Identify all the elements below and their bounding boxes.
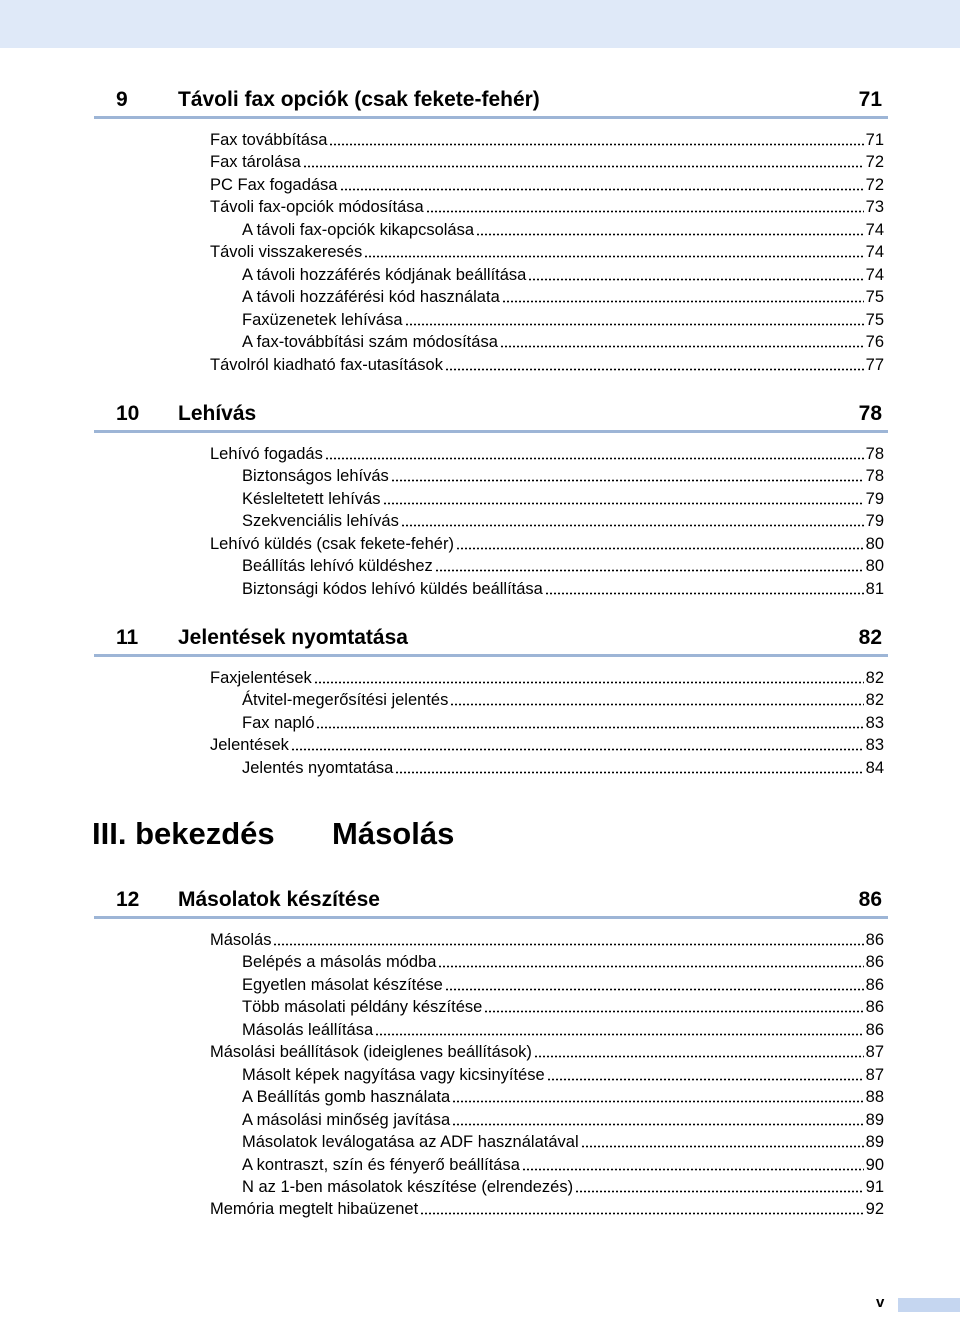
toc-entry[interactable] xyxy=(242,1063,884,1085)
dot-leader xyxy=(325,457,864,460)
toc-entry-label: Lehívó küldés (csak fekete-fehér) xyxy=(210,534,454,553)
chapter-number: 12 xyxy=(116,888,140,911)
toc-entry-page: 84 xyxy=(865,758,884,777)
toc-entry-label: Fax napló xyxy=(242,713,315,732)
toc-entry-page: 86 xyxy=(865,953,884,972)
toc-entry-label: Távoli fax-opciók módosítása xyxy=(210,198,424,217)
toc-entry-page: 86 xyxy=(865,975,884,994)
toc-entry-label: Több másolati példány készítése xyxy=(242,998,483,1017)
toc-entry-label: Fax tárolása xyxy=(210,153,301,172)
dot-leader xyxy=(445,988,864,991)
toc-entry-label: Távolról kiadható fax-utasítások xyxy=(210,355,443,374)
dot-leader xyxy=(314,681,864,684)
chapter-title: Jelentések nyomtatása xyxy=(178,626,408,649)
toc-entry[interactable] xyxy=(210,666,884,688)
toc-entry-label: A távoli hozzáférési kód használata xyxy=(242,288,500,307)
dot-leader xyxy=(581,1145,864,1148)
toc-entry-label: Átvitel-megerősítési jelentés xyxy=(242,691,449,710)
toc-entry[interactable] xyxy=(242,688,884,710)
dot-leader xyxy=(303,165,864,168)
toc-entry-label: Másolás xyxy=(210,931,272,949)
toc-entry-page: 79 xyxy=(865,489,884,508)
dot-leader xyxy=(534,1055,864,1058)
chapter-page-number: 82 xyxy=(858,626,882,649)
toc-entry[interactable] xyxy=(242,973,884,995)
chapter-page-number: 71 xyxy=(858,88,882,111)
toc-entry-label: A távoli fax-opciók kikapcsolása xyxy=(242,220,475,239)
toc-entry[interactable] xyxy=(242,1130,884,1152)
chapter-title: Másolatok készítése xyxy=(178,888,380,911)
toc-entry[interactable] xyxy=(210,928,884,950)
toc-entry-label: Másolatok leválogatása az ADF használatával xyxy=(242,1133,579,1152)
toc-entry[interactable] xyxy=(242,487,884,509)
toc-entry-page: 82 xyxy=(865,669,884,687)
dot-leader xyxy=(528,278,863,281)
toc-entry[interactable] xyxy=(242,950,884,972)
part-title: Másolás xyxy=(332,816,455,851)
toc-entry-label: Másolt képek nagyítása vagy kicsinyítése xyxy=(242,1065,545,1084)
dot-leader xyxy=(452,1100,863,1103)
toc-entry[interactable] xyxy=(210,150,884,172)
toc-entry-page: 86 xyxy=(865,998,884,1017)
chapter-number: 10 xyxy=(116,402,140,425)
toc-entry-label: PC Fax fogadása xyxy=(210,175,338,194)
toc-entry-page: 83 xyxy=(865,736,884,755)
toc-entry-label: Memória megtelt hibaüzenet xyxy=(210,1200,419,1219)
chapter-number: 9 xyxy=(116,88,128,111)
toc-entry-page: 74 xyxy=(865,220,884,239)
toc-entry-label: Faxjelentések xyxy=(210,669,312,687)
toc-entry[interactable] xyxy=(242,1108,884,1130)
toc-entry-page: 78 xyxy=(865,445,884,463)
dot-leader xyxy=(291,748,864,751)
chapter-page-number: 78 xyxy=(858,402,882,425)
dot-leader xyxy=(364,255,863,258)
toc-entry-page: 86 xyxy=(865,931,884,949)
toc-entry-page: 79 xyxy=(865,512,884,531)
toc-entry-page: 82 xyxy=(865,691,884,710)
top-color-band xyxy=(0,0,960,48)
toc-entry-page: 75 xyxy=(865,288,884,307)
toc-entry-page: 87 xyxy=(865,1065,884,1084)
toc-entry-label: Késleltetett lehívás xyxy=(242,489,381,508)
toc-entry-page: 86 xyxy=(865,1020,884,1039)
dot-leader xyxy=(522,1168,864,1171)
dot-leader xyxy=(395,771,863,774)
toc-entry-label: A távoli hozzáférés kódjának beállítása xyxy=(242,265,527,284)
dot-leader xyxy=(375,1033,863,1036)
toc-entry-page: 88 xyxy=(865,1088,884,1107)
toc-entry-page: 74 xyxy=(865,265,884,284)
dot-leader xyxy=(383,502,864,505)
dot-leader xyxy=(405,323,864,326)
toc-entry-page: 81 xyxy=(865,579,884,598)
dot-leader xyxy=(545,592,864,595)
toc-entry-label: A Beállítás gomb használata xyxy=(242,1088,451,1107)
toc-entry[interactable] xyxy=(210,733,884,755)
toc-entry[interactable] xyxy=(242,285,884,307)
toc-entry-label: A kontraszt, szín és fényerő beállítása xyxy=(242,1155,520,1174)
dot-leader xyxy=(484,1010,863,1013)
toc-entry[interactable] xyxy=(210,240,884,262)
toc-entry-page: 71 xyxy=(865,131,884,149)
dot-leader xyxy=(273,943,863,946)
toc-entry-label: Biztonságos lehívás xyxy=(242,467,389,486)
toc-entry[interactable] xyxy=(242,995,884,1017)
toc-entry[interactable] xyxy=(242,577,884,599)
toc-entry[interactable] xyxy=(210,442,884,464)
chapter-number: 11 xyxy=(116,626,139,649)
toc-entry[interactable] xyxy=(210,532,884,554)
toc-entry[interactable] xyxy=(242,1175,884,1197)
toc-entry-label: A másolási minőség javítása xyxy=(242,1110,451,1129)
chapter-heading[interactable] xyxy=(94,400,888,433)
toc-entry[interactable] xyxy=(242,756,884,778)
footer-page-number: v xyxy=(876,1294,885,1311)
chapter-heading[interactable] xyxy=(94,86,888,119)
toc-entry-page: 72 xyxy=(865,175,884,194)
toc-entry[interactable] xyxy=(242,711,884,733)
toc-entry-page: 80 xyxy=(865,557,884,576)
footer-color-band xyxy=(898,1298,960,1312)
dot-leader xyxy=(340,188,864,191)
toc-entry-page: 91 xyxy=(865,1177,884,1196)
toc-entry-page: 77 xyxy=(865,355,884,374)
toc-entry-page: 76 xyxy=(865,333,884,352)
part-label: III. bekezdés xyxy=(92,816,275,851)
toc-entry[interactable] xyxy=(242,554,884,576)
toc-entry-page: 74 xyxy=(865,243,884,262)
dot-leader xyxy=(316,726,863,729)
toc-entry-page: 72 xyxy=(865,153,884,172)
dot-leader xyxy=(452,1123,863,1126)
toc-entry-label: Fax továbbítása xyxy=(210,131,328,149)
dot-leader xyxy=(391,479,864,482)
toc-entry[interactable] xyxy=(210,353,884,375)
toc-entry-page: 73 xyxy=(865,198,884,217)
toc-entry-page: 89 xyxy=(865,1133,884,1152)
toc-entry[interactable] xyxy=(242,218,884,240)
dot-leader xyxy=(502,300,864,303)
toc-entry-label: Szekvenciális lehívás xyxy=(242,512,399,531)
toc-entry-page: 75 xyxy=(865,310,884,329)
toc-entry-page: 90 xyxy=(865,1155,884,1174)
toc-entry-label: Jelentés nyomtatása xyxy=(242,758,394,777)
toc-entry-page: 78 xyxy=(865,467,884,486)
dot-leader xyxy=(420,1212,863,1215)
toc-entry[interactable] xyxy=(210,1197,884,1219)
toc-entry-label: Beállítás lehívó küldéshez xyxy=(242,557,433,576)
dot-leader xyxy=(476,233,864,236)
toc-entry-label: Távoli visszakeresés xyxy=(210,243,363,262)
toc-entry[interactable] xyxy=(242,1153,884,1175)
toc-entry[interactable] xyxy=(242,263,884,285)
toc-entry-label: Faxüzenetek lehívása xyxy=(242,310,403,329)
toc-entry-label: Biztonsági kódos lehívó küldés beállítása xyxy=(242,579,543,598)
chapter-page-number: 86 xyxy=(858,888,882,911)
dot-leader xyxy=(445,368,864,371)
toc-entry-label: Jelentések xyxy=(210,736,289,755)
toc-entry[interactable] xyxy=(242,1085,884,1107)
toc-entry-label: A fax-továbbítási szám módosítása xyxy=(242,333,498,352)
dot-leader xyxy=(450,703,863,706)
chapter-title: Lehívás xyxy=(178,402,257,425)
dot-leader xyxy=(435,569,864,572)
dot-leader xyxy=(547,1078,864,1081)
toc-entry[interactable] xyxy=(242,330,884,352)
dot-leader xyxy=(329,143,863,146)
chapter-heading[interactable] xyxy=(94,886,888,919)
dot-leader xyxy=(401,524,864,527)
toc-entry[interactable] xyxy=(210,128,884,150)
toc-entry-page: 89 xyxy=(865,1110,884,1129)
toc-entry-label: Egyetlen másolat készítése xyxy=(242,975,443,994)
dot-leader xyxy=(456,547,864,550)
toc-entry[interactable] xyxy=(210,173,884,195)
toc-entry-label: Belépés a másolás módba xyxy=(242,953,437,972)
toc-entry-page: 92 xyxy=(865,1200,884,1219)
dot-leader xyxy=(575,1190,864,1193)
toc-entry[interactable] xyxy=(210,195,884,217)
chapter-title: Távoli fax opciók (csak fekete-fehér) xyxy=(178,88,540,111)
toc-entry-label: Másolás leállítása xyxy=(242,1020,374,1039)
dot-leader xyxy=(426,210,864,213)
toc-entry[interactable] xyxy=(242,308,884,330)
toc-entry[interactable] xyxy=(242,464,884,486)
toc-entry-label: Lehívó fogadás xyxy=(210,445,323,463)
toc-entry-page: 87 xyxy=(865,1043,884,1062)
toc-entry[interactable] xyxy=(242,1018,884,1040)
toc-entry[interactable] xyxy=(210,1040,884,1062)
toc-entry-page: 80 xyxy=(865,534,884,553)
toc-entry-page: 83 xyxy=(865,713,884,732)
toc-entry[interactable] xyxy=(242,509,884,531)
toc-entry-label: N az 1-ben másolatok készítése (elrendezés) xyxy=(242,1177,574,1196)
dot-leader xyxy=(500,345,864,348)
dot-leader xyxy=(438,965,863,968)
toc-entry-label: Másolási beállítások (ideiglenes beállítások) xyxy=(210,1043,532,1062)
chapter-heading[interactable] xyxy=(94,624,888,657)
